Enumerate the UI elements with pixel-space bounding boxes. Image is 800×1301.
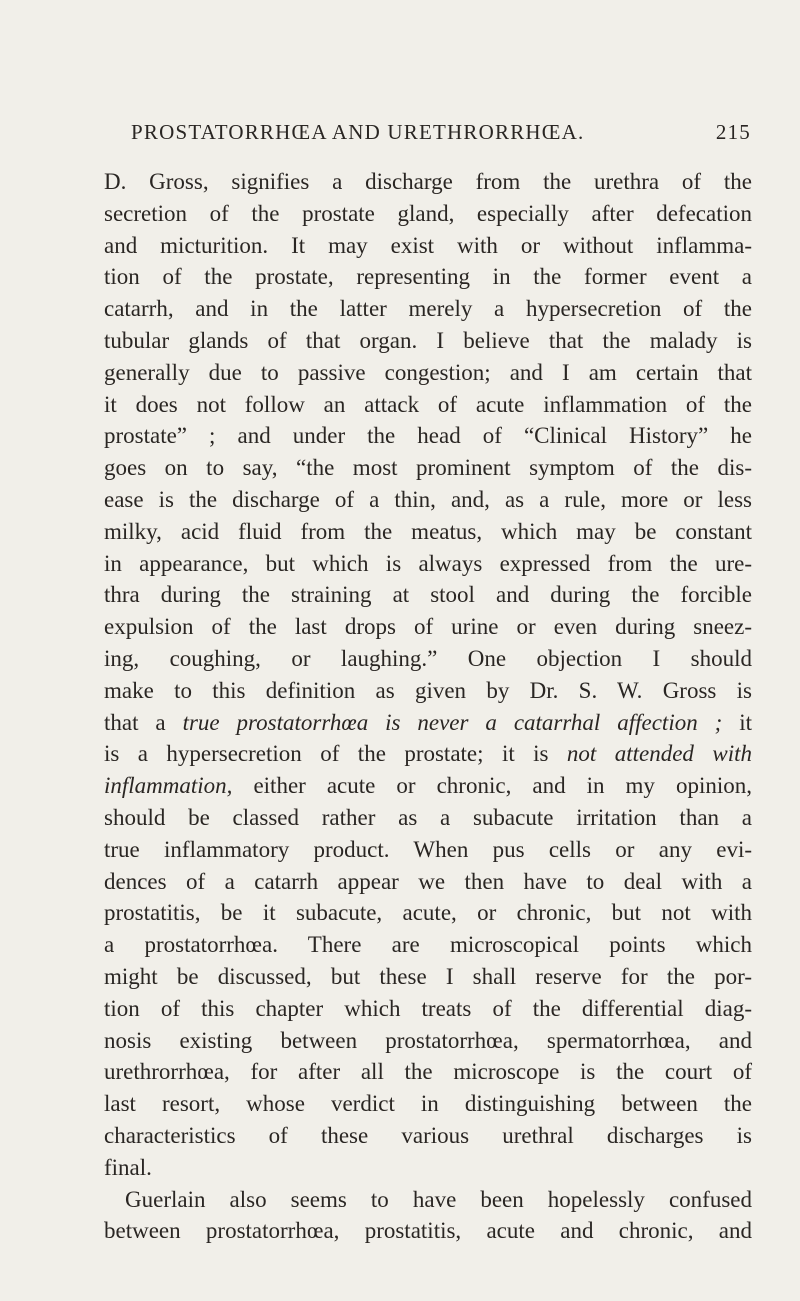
text-line: and micturition. It may exist with or without inflamma- [104,232,752,258]
text-line: might be discussed, but these I shall reserve for the por- [104,963,752,989]
text-line: urethrorrhœa, for after all the microscope is the court of [104,1059,752,1085]
text-line [104,738,752,770]
text-line: secretion of the prostate gland, especially after defecation [104,200,752,226]
text-line: D. Gross, signifies a discharge from the urethra of the [104,169,752,194]
text-line: ing, coughing, or laughing.” One objection I should [104,645,752,671]
text-line: thra during the straining at stool and during the forcible [104,582,752,608]
text-line [104,770,752,802]
text-line: true inflammatory product. When pus cells or any evi- [104,836,752,862]
text-line: characteristics of these various urethral discharges is [104,1122,752,1148]
text-line: tion of this chapter which treats of the differential diag- [104,995,752,1021]
text-line: prostatitis, be it subacute, acute, or chronic, but not with [104,900,752,926]
text-line: ease is the discharge of a thin, and, as a rule, more or less [104,486,752,512]
text-line: tubular glands of that organ. I believe that the malady is [104,327,752,353]
text-line: in appearance, but which is always expressed from the ure- [104,550,752,576]
text-line: expulsion of the last drops of urine or even during sneez- [104,614,752,640]
text-line: last resort, whose verdict in distinguishing between the [104,1091,752,1117]
text-line: make to this definition as given by Dr. S. W. Gross is [104,677,752,703]
text-line: generally due to passive congestion; and I am certain that [104,359,752,385]
text-line: between prostatorrhœa, prostatitis, acute and chronic, and [104,1218,752,1244]
text-line: dences of a catarrh appear we then have to deal with a [104,868,752,894]
paragraph-end-line: final. [104,1154,152,1180]
italic-emphasis: not attended with [566,741,752,767]
italic-emphasis: true prostatorrhœa is never a catarrhal affection ; [182,709,723,735]
running-head [131,120,751,150]
text-line: prostate” ; and under the head of “Clinical History” he [104,423,752,449]
paragraph-start-line: Guerlain also seems to have been hopelessly confused [125,1186,752,1212]
text-line: goes on to say, “the most prominent symptom of the dis- [104,455,752,481]
text-line: should be classed rather as a subacute irritation than a [104,804,752,830]
text-line: nosis existing between prostatorrhœa, spermatorrhœa, and [104,1027,752,1053]
text-line: milky, acid fluid from the meatus, which may be constant [104,518,752,544]
text-line: it does not follow an attack of acute inflammation of the [104,391,752,417]
line-text: that a [104,709,183,735]
italic-emphasis: inflammation, [104,773,233,799]
page-number: 215 [715,120,751,144]
line-text: it [722,709,753,735]
text-line: tion of the prostate, representing in the former event a [104,264,752,290]
running-title: PROSTATORRHŒA AND URETHRORRHŒA. [131,120,585,144]
text-line: catarrh, and in the latter merely a hypersecretion of the [104,296,752,322]
text-line: a prostatorrhœa. There are microscopical points which [104,932,752,958]
body-text [104,166,752,1247]
text-line [104,707,752,739]
line-text: is a hypersecretion of the prostate; it is [104,741,567,767]
line-text: either acute or chronic, and in my opinion, [232,773,752,799]
